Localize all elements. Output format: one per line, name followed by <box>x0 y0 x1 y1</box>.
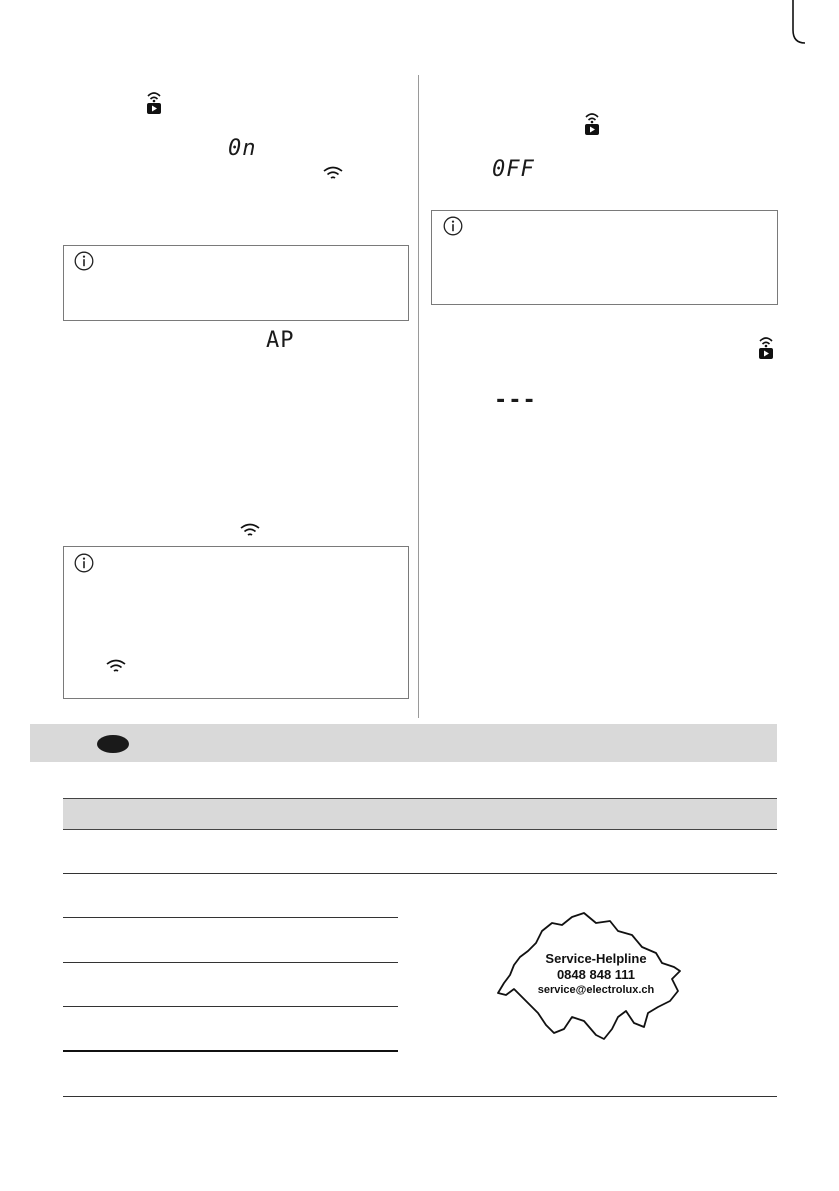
table-row-divider <box>63 1006 398 1007</box>
display-on-indicator: 0n <box>228 136 257 161</box>
helpline-title: Service-Helpline <box>545 951 647 966</box>
wifi-icon <box>106 659 126 674</box>
info-box-1 <box>63 245 409 321</box>
info-icon <box>443 216 463 236</box>
display-ap-indicator: AP <box>266 328 295 353</box>
page-corner-mark-icon <box>792 0 806 44</box>
info-box-2 <box>63 546 409 699</box>
table-bottom-rule <box>63 1096 777 1097</box>
info-box-3 <box>431 210 778 305</box>
display-off-indicator: 0FF <box>492 157 535 182</box>
switzerland-service-map <box>492 905 692 1045</box>
table-header <box>63 798 777 830</box>
table-row-divider <box>63 962 398 963</box>
wifi-icon <box>323 166 343 181</box>
table-row-divider <box>63 917 398 918</box>
table-row-divider <box>63 1050 398 1052</box>
column-divider <box>418 75 419 718</box>
section-header-band <box>30 724 777 762</box>
display-dashes-indicator: --- <box>494 388 537 413</box>
helpline-phone: 0848 848 111 <box>556 967 636 982</box>
country-badge <box>97 735 129 753</box>
info-icon <box>74 553 94 573</box>
info-icon <box>74 251 94 271</box>
helpline-email: service@electrolux.ch <box>537 984 655 996</box>
table-row-divider <box>63 873 777 874</box>
remote-start-icon <box>145 90 163 114</box>
remote-start-icon <box>583 111 601 135</box>
remote-start-icon <box>757 335 775 359</box>
wifi-icon <box>240 523 260 538</box>
